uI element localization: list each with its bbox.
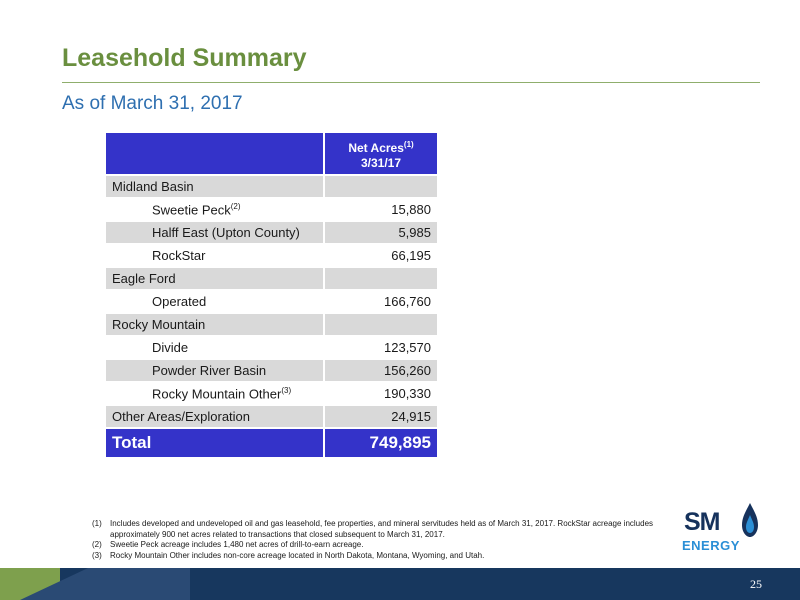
row-label-text: RockStar	[152, 248, 206, 263]
row-label-text: Rocky Mountain Other	[152, 386, 282, 402]
row-label	[105, 359, 324, 382]
footnote-text: Rocky Mountain Other includes non-core acreage located in North Dakota, Montana, Wyoming, and Utah.	[110, 550, 485, 560]
net-acres-header	[324, 132, 438, 175]
logo-energy-text: ENERGY	[682, 538, 740, 553]
row-label	[105, 221, 324, 244]
row-value: 190,330	[324, 382, 438, 405]
table-row	[105, 382, 438, 405]
table-row	[105, 336, 438, 359]
row-label-text: Sweetie Peck	[152, 202, 231, 218]
table-row	[105, 175, 438, 198]
row-label-text: Other Areas/Exploration	[112, 409, 251, 424]
table-row	[105, 221, 438, 244]
flame-icon	[742, 503, 758, 537]
row-value: 66,195	[324, 244, 438, 267]
row-value	[324, 313, 438, 336]
row-label	[105, 382, 324, 405]
row-label-text: Powder River Basin	[152, 363, 267, 378]
logo-sm-text: SM	[684, 508, 720, 536]
table-header-row	[105, 132, 438, 175]
table-row	[105, 313, 438, 336]
header-net-acres-label: Net Acres	[348, 140, 404, 155]
total-row	[105, 428, 438, 458]
row-label	[105, 175, 324, 198]
row-label	[105, 336, 324, 359]
total-value: 749,895	[324, 428, 438, 458]
sm-energy-logo	[680, 500, 760, 560]
row-label-text: Divide	[152, 340, 189, 355]
table-row	[105, 405, 438, 428]
row-label-text: Rocky Mountain	[112, 317, 206, 332]
footnote-marker: (3)	[281, 385, 292, 395]
row-value: 24,915	[324, 405, 438, 428]
row-label	[105, 313, 324, 336]
table-row	[105, 359, 438, 382]
footnotes	[92, 519, 662, 561]
row-value: 123,570	[324, 336, 438, 359]
footnote-text: Includes developed and undeveloped oil and gas leasehold, fee properties, and mineral servitudes held as of March 31, 2017. RockStar acreage includes approximately 900 net acres related to transactions that closed subsequent to March 31, 2017.	[110, 519, 654, 539]
footnote-text: Sweetie Peck acreage includes 1,480 net acres of drill-to-earn acreage.	[110, 540, 364, 549]
row-value: 5,985	[324, 221, 438, 244]
leasehold-table	[104, 131, 439, 459]
row-label-text: Midland Basin	[112, 179, 194, 194]
row-label	[105, 198, 324, 221]
row-label-text: Operated	[152, 294, 207, 309]
row-label	[105, 244, 324, 267]
slide-subtitle: As of March 31, 2017	[62, 93, 243, 114]
row-value: 156,260	[324, 359, 438, 382]
table-row	[105, 244, 438, 267]
total-label: Total	[105, 428, 324, 458]
row-value	[324, 175, 438, 198]
page-number: 25	[750, 577, 762, 591]
header-date-label: 3/31/17	[360, 155, 402, 170]
table-row	[105, 198, 438, 221]
footnote-marker: (2)	[230, 201, 241, 211]
row-value	[324, 267, 438, 290]
footnote	[92, 551, 662, 562]
table-row	[105, 267, 438, 290]
table-row	[105, 290, 438, 313]
footnote-number: (3)	[92, 550, 102, 560]
row-label	[105, 267, 324, 290]
slide-title: Leasehold Summary	[62, 44, 307, 72]
footnote	[92, 540, 662, 551]
header-footnote-marker: (1)	[403, 139, 414, 149]
header-blank-cell	[105, 132, 324, 175]
row-label	[105, 405, 324, 428]
footnote-number: (1)	[92, 519, 102, 528]
footnote-number: (2)	[92, 540, 102, 549]
row-label	[105, 290, 324, 313]
footnote	[92, 519, 662, 540]
row-label-text: Eagle Ford	[112, 271, 176, 286]
row-label-text: Halff East (Upton County)	[152, 225, 300, 240]
row-value: 15,880	[324, 198, 438, 221]
row-value: 166,760	[324, 290, 438, 313]
title-divider	[62, 82, 760, 83]
